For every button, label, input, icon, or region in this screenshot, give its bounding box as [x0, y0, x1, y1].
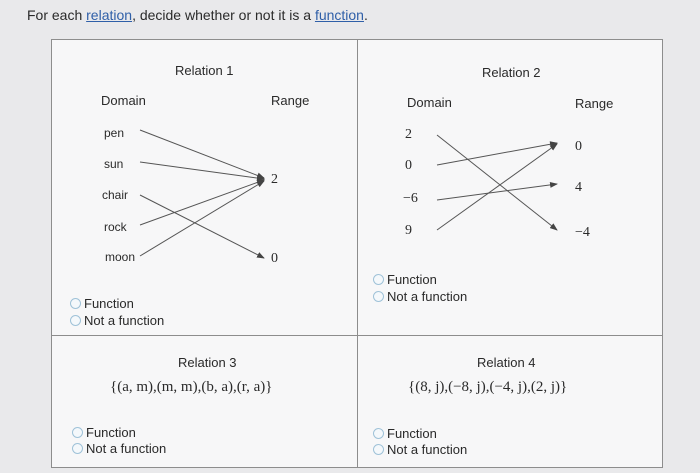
relation-link[interactable]: relation: [86, 7, 133, 23]
relation-3-set: {(a, m),(m, m),(b, a),(r, a)}: [110, 379, 273, 395]
radio-circle: [373, 291, 384, 302]
relation-2-range-item: 0: [575, 139, 582, 154]
prompt-text: .: [363, 7, 368, 23]
relation-1-panel: [52, 40, 358, 335]
relation-2-domain-item: 0: [405, 158, 412, 173]
relation-3-panel: [52, 335, 358, 468]
relation-1-domain-label: Domain: [101, 93, 146, 108]
radio-label: Function: [84, 296, 134, 311]
relation-1-domain-item: sun: [104, 157, 124, 171]
relation-1-domain-item: chair: [102, 188, 129, 202]
question-prompt: [27, 7, 368, 23]
relation-1-domain-item: rock: [104, 220, 127, 234]
radio-circle: [72, 443, 83, 454]
radio-label: Not a function: [387, 442, 468, 457]
relation-2-title: Relation 2: [482, 65, 541, 80]
arrow-2-to-neg4: [437, 135, 557, 230]
relation-4-function-radio[interactable]: [373, 426, 437, 441]
relation-1-domain-item: pen: [104, 126, 125, 140]
radio-circle: [373, 428, 384, 439]
radio-circle: [373, 274, 384, 285]
relations-grid: [51, 39, 663, 468]
relation-1-range-item: 0: [271, 251, 278, 266]
relation-2-range-item: 4: [575, 180, 582, 195]
radio-label: Function: [387, 426, 437, 441]
radio-label: Function: [86, 425, 136, 440]
radio-label: Function: [387, 272, 437, 287]
relation-2-range-item: −4: [575, 225, 590, 240]
relation-2-range-label: Range: [575, 96, 614, 111]
relation-2-panel: [357, 40, 662, 335]
prompt-text: , decide whether or not it is a: [132, 7, 315, 23]
relation-3-title: Relation 3: [178, 355, 237, 370]
relation-4-panel: [357, 335, 662, 468]
relation-4-title: Relation 4: [477, 355, 536, 370]
relation-3-not-function-radio[interactable]: [72, 441, 166, 456]
relation-2-not-function-radio[interactable]: [373, 289, 467, 304]
relation-2-domain-item: 2: [405, 127, 412, 142]
relation-2-function-radio[interactable]: [373, 272, 437, 287]
arrow-9-to-0: [437, 144, 557, 230]
arrow-chair-to-0: [140, 195, 264, 258]
relation-1-title: Relation 1: [175, 63, 234, 78]
relation-3-function-radio[interactable]: [72, 425, 136, 440]
radio-circle: [72, 427, 83, 438]
radio-label: Not a function: [86, 441, 167, 456]
radio-circle: [70, 298, 81, 309]
relation-1-arrow-diagram: [52, 40, 357, 335]
relation-1-not-function-radio[interactable]: [70, 313, 164, 328]
radio-circle: [373, 444, 384, 455]
radio-label: Not a function: [387, 289, 468, 304]
relation-1-range-item: 2: [271, 172, 278, 187]
relation-1-domain-item: moon: [105, 250, 136, 264]
relation-2-domain-item: 9: [405, 223, 412, 238]
radio-label: Not a function: [84, 313, 165, 328]
function-link[interactable]: function: [314, 7, 364, 23]
relation-4-not-function-radio[interactable]: [373, 442, 467, 457]
arrow-0-to-0: [437, 143, 557, 165]
relation-2-domain-item: −6: [403, 191, 418, 206]
relation-1-function-radio[interactable]: [70, 296, 134, 311]
relation-4-set: {(8, j),(−8, j),(−4, j),(2, j)}: [408, 379, 568, 395]
radio-circle: [70, 315, 81, 326]
relation-1-range-label: Range: [271, 93, 310, 108]
relation-2-domain-label: Domain: [407, 95, 452, 110]
prompt-text: For each: [27, 7, 87, 23]
